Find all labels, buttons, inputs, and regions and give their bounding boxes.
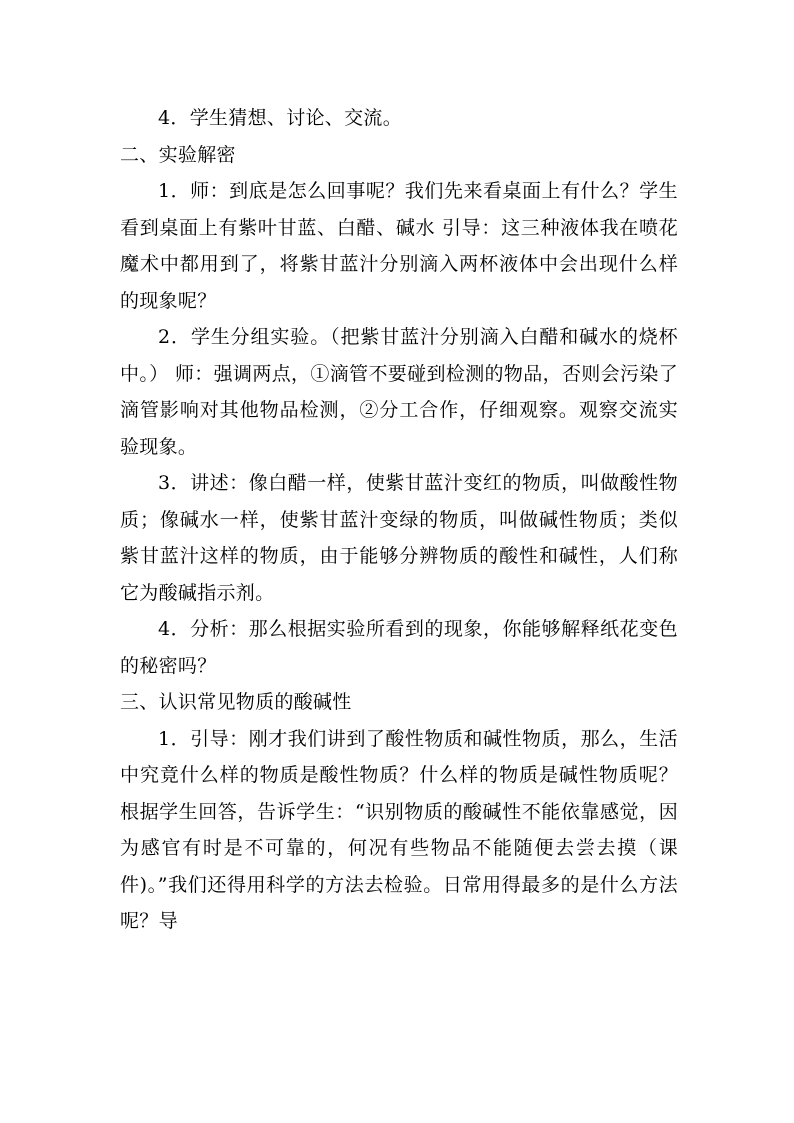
experiment-step-4: 4．分析：那么根据实验所看到的现象，你能够解释纸花变色的秘密吗？	[120, 618, 678, 677]
recognition-step-1: 1．引导：刚才我们讲到了酸性物质和碱性物质，那么，生活中究竟什么样的物质是酸性物质？什么样的物质是碱性物质呢？根据学生回答，告诉学生：“识别物质的酸碱性不能依靠感觉，因为感官有时是不可靠的，何况有些物品不能随便去尝去摸（课件)。”我们还得用科学的方法去检验。日常用得最多的是什么方法呢？导	[120, 727, 678, 932]
experiment-step-1: 1．师：到底是怎么回事呢？我们先来看桌面上有什么？学生看到桌面上有紫叶甘蓝、白醋、碱水 引导：这三种液体我在喷花魔术中都用到了，将紫甘蓝汁分别滴入两杯液体中会出现什么样的现象呢？	[120, 180, 678, 312]
document-body	[120, 100, 678, 940]
step-guess-discuss: 4．学生猜想、讨论、交流。	[158, 107, 402, 129]
experiment-step-3: 3．讲述：像白醋一样，使紫甘蓝汁变红的物质，叫做酸性物质；像碱水一样，使紫甘蓝汁变绿的物质，叫做碱性物质；类似紫甘蓝汁这样的物质，由于能够分辨物质的酸性和碱性，人们称它为酸碱指示剂。	[120, 472, 678, 604]
experiment-step-2: 2．学生分组实验。（把紫甘蓝汁分别滴入白醋和碱水的烧杯中。） 师：强调两点，①滴管不要碰到检测的物品，否则会污染了滴管影响对其他物品检测，②分工合作，仔细观察。观察交流实验现象。	[120, 326, 678, 458]
section-three-heading: 三、认识常见物质的酸碱性	[120, 691, 352, 713]
section-two-heading: 二、实验解密	[120, 143, 236, 166]
